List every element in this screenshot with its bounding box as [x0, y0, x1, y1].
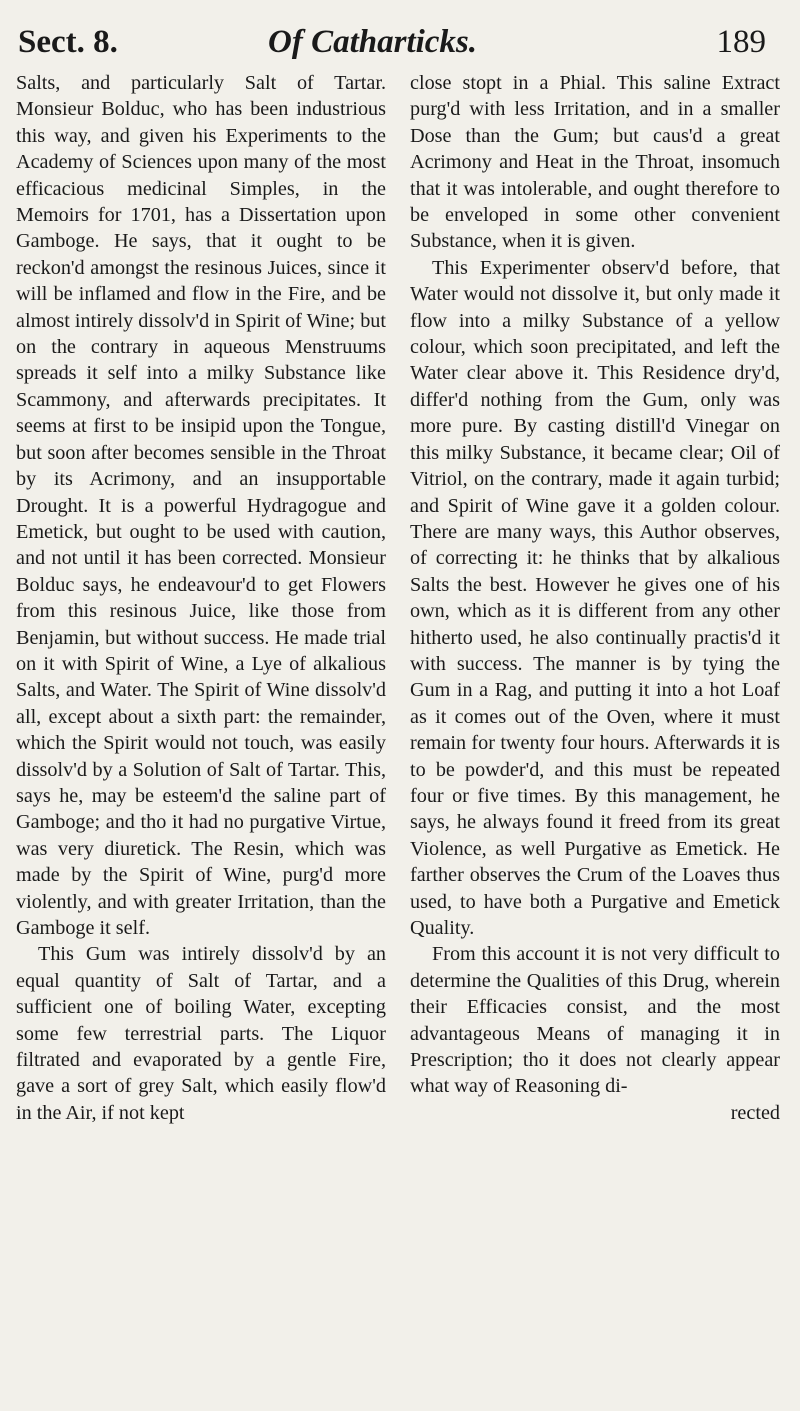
catchword: rected	[730, 1101, 780, 1124]
section-label: Sect. 8.	[18, 24, 118, 60]
paragraph: This Experimenter observ'd before, that Water would not dissolve it, but only made it flow into a milky Substance of a yellow colour, which soon precipitated, and left the Water clear above it. This Residence dry'd, differ'd nothing from the Gum, only was more pure. By casting distill'd Vinegar on this milky Substance, it became clear; Oil of Vitriol, on the contrary, made it again turbid; and Spirit of Wine gave it a golden colour. There are many ways, this Author observes, of correcting it: he thinks that by alkalious Salts the best. However he gives one of his own, which as it is different from any other hitherto used, he also continually practis'd it with success. The manner is by tying the Gum in a Rag, and putting it into a hot Loaf as it comes out of the Oven, where it must remain for twenty four hours. Afterwards it is to be powder'd, and this must be repeated four or five times. By this management, he says, he always found it freed from its great Violence, as well Purgative as Emetick. He farther observes the Crum of the Loaves thus used, to have both a Purgative and Emetick Quality.	[410, 256, 780, 939]
page-number: 189	[716, 24, 766, 60]
paragraph: From this account it is not very difficult to determine the Qualities of this Drug, wherein their Efficacies consist, and the most advantageous Means of managing it in Prescription; tho it does not clearly appear what way of Reasoning di-	[410, 943, 780, 1098]
running-header	[16, 14, 780, 70]
paragraph: close stopt in a Phial. This saline Extract purg'd with less Irritation, and in a smaller Dose than the Gum; but caus'd a great Acrimony and Heat in the Throat, insomuch that it was intolerable, and ought therefore to be enveloped in some other convenient Substance, when it is given.	[410, 72, 780, 253]
left-column	[16, 70, 386, 1126]
paragraph: Salts, and particularly Salt of Tartar. Monsieur Bolduc, who has been industrious this way, and given his Experiments to the Academy of Sciences upon many of the most efficacious medicinal Simples, in the Memoirs for 1701, has a Dissertation upon Gamboge. He says, that it ought to be reckon'd amongst the resinous Juices, since it will be inflamed and flow in the Fire, and be almost intirely dissolv'd in Spirit of Wine; but on the contrary in aqueous Menstruums spreads it self into a milky Substance like Scammony, and afterwards precipitates. It seems at first to be insipid upon the Tongue, but soon after becomes sensible in the Throat by its Acrimony, and an insupportable Drought. It is a powerful Hydragogue and Emetick, but ought to be used with caution, and not until it has been corrected. Monsieur Bolduc says, he endeavour'd to get Flowers from this resinous Juice, like those from Benjamin, but without success. He made trial on it with Spirit of Wine, a Lye of alkalious Salts, and Water. The Spirit of Wine dissolv'd all, except about a sixth part: the remainder, which the Spirit would not touch, was easily dissolv'd by a Solution of Salt of Tartar. This, says he, may be esteem'd the saline part of Gamboge; and tho it had no purgative Virtue, was very diuretick. The Resin, which was made by the Spirit of Wine, purg'd more violently, and with greater Irritation, than the Gamboge it self.	[16, 72, 386, 939]
paragraph: This Gum was intirely dissolv'd by an equal quantity of Salt of Tartar, and a sufficient one of boiling Water, excepting some few terrestrial parts. The Liquor filtrated and evaporated by a gentle Fire, gave a sort of grey Salt, which easily flow'd in the Air, if not kept	[16, 943, 386, 1124]
right-column	[410, 70, 780, 1126]
page-title: Of Catharticks.	[268, 24, 478, 60]
text-columns	[16, 70, 780, 1126]
